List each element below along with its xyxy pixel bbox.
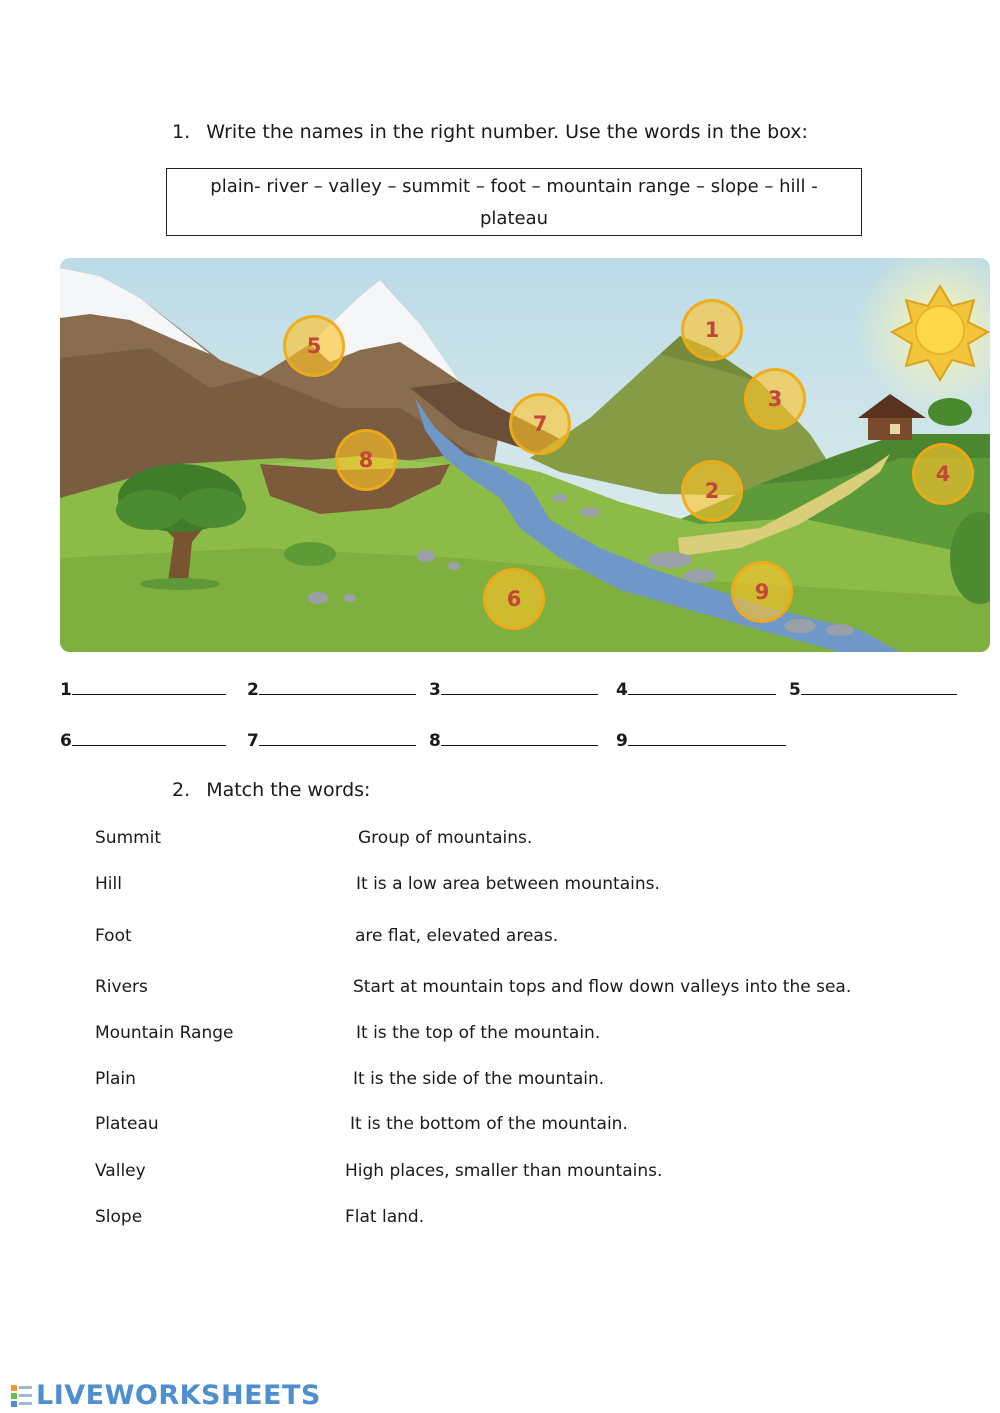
answer-blank-7[interactable]: [247, 731, 416, 751]
answer-blank-6[interactable]: [60, 731, 226, 751]
match-definition[interactable]: are flat, elevated areas.: [355, 926, 559, 946]
marker-8: 8: [335, 429, 397, 491]
exercise-2-instruction: Match the words:: [206, 779, 371, 801]
match-definition[interactable]: It is the bottom of the mountain.: [350, 1114, 628, 1134]
word-box: [166, 168, 862, 236]
match-definition[interactable]: It is a low area between mountains.: [356, 874, 660, 894]
match-term[interactable]: Foot: [95, 926, 132, 946]
marker-2: 2: [681, 460, 743, 522]
sun-icon: [892, 286, 988, 380]
answer-blank-number: 6: [60, 731, 72, 751]
match-term[interactable]: Hill: [95, 874, 122, 894]
match-term[interactable]: Rivers: [95, 977, 148, 997]
answer-blank-number: 7: [247, 731, 259, 751]
marker-3: 3: [744, 368, 806, 430]
match-definition[interactable]: It is the side of the mountain.: [353, 1069, 605, 1089]
answer-blank-1[interactable]: [60, 680, 226, 700]
match-term[interactable]: Slope: [95, 1207, 143, 1227]
match-term[interactable]: Valley: [95, 1161, 146, 1181]
match-term[interactable]: Plateau: [95, 1114, 159, 1134]
exercise-2-number: 2.: [172, 779, 191, 801]
match-definition[interactable]: Flat land.: [345, 1207, 425, 1227]
match-term[interactable]: Mountain Range: [95, 1023, 234, 1043]
marker-6: 6: [483, 568, 545, 630]
match-term[interactable]: Plain: [95, 1069, 136, 1089]
exercise-1-number: 1.: [172, 121, 191, 143]
logo-text: LIVEWORKSHEETS: [36, 1379, 321, 1411]
marker-9: 9: [731, 561, 793, 623]
answer-blank-3[interactable]: [429, 680, 598, 700]
landscape-illustration: [60, 258, 990, 652]
answer-blank-number: 8: [429, 731, 441, 751]
marker-7: 7: [509, 393, 571, 455]
answer-blank-number: 5: [789, 680, 801, 700]
answer-blank-number: 2: [247, 680, 259, 700]
match-definition[interactable]: Start at mountain tops and flow down valleys into the sea.: [353, 977, 852, 997]
answer-blank-number: 4: [616, 680, 628, 700]
match-definition[interactable]: Group of mountains.: [358, 828, 533, 848]
worksheet-icon: [10, 1382, 34, 1408]
exercise-2-heading: [172, 779, 370, 801]
marker-4: 4: [912, 443, 974, 505]
exercise-1-instruction: Write the names in the right number. Use the words in the box:: [206, 121, 808, 143]
answer-blank-2[interactable]: [247, 680, 416, 700]
word-box-line-2: plateau: [479, 208, 549, 229]
word-box-line-1: plain- river – valley – summit – foot – mountain range – slope – hill -: [210, 176, 818, 197]
marker-5: 5: [283, 315, 345, 377]
match-term[interactable]: Summit: [95, 828, 162, 848]
exercise-1-heading: [172, 121, 808, 143]
answer-blank-4[interactable]: [616, 680, 776, 700]
answer-blank-9[interactable]: [616, 731, 786, 751]
liveworksheets-logo: [10, 1378, 321, 1412]
match-definition[interactable]: It is the top of the mountain.: [356, 1023, 601, 1043]
marker-1: 1: [681, 299, 743, 361]
answer-blank-number: 9: [616, 731, 628, 751]
answer-blank-8[interactable]: [429, 731, 598, 751]
answer-blank-number: 1: [60, 680, 72, 700]
answer-blank-5[interactable]: [789, 680, 957, 700]
answer-blank-number: 3: [429, 680, 441, 700]
match-definition[interactable]: High places, smaller than mountains.: [345, 1161, 663, 1181]
